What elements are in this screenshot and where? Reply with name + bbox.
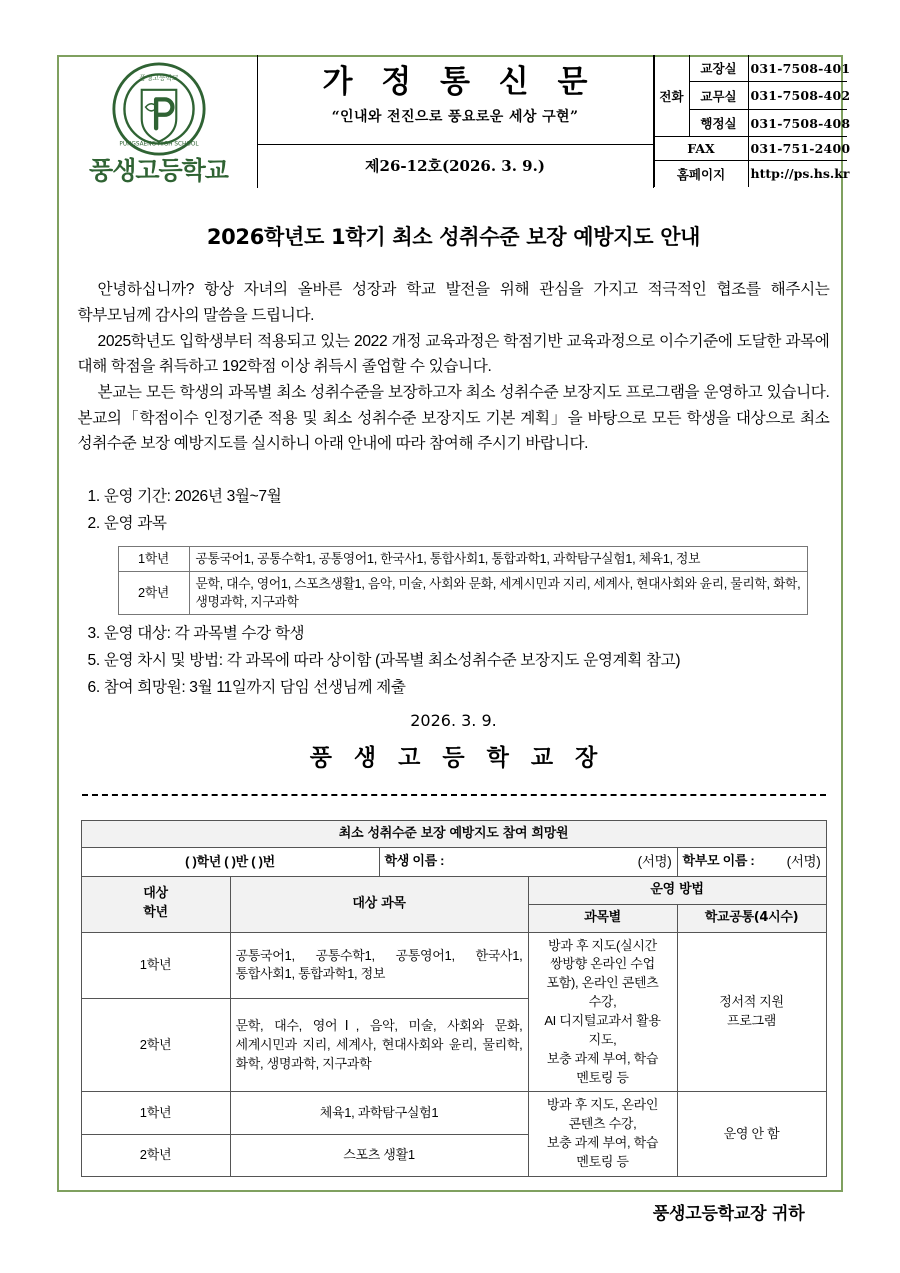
- method-line-2: 포함), 온라인 콘텐츠 수강,: [546, 975, 659, 1010]
- student-signature-mark: (서명): [637, 854, 672, 870]
- parent-name-field[interactable]: [677, 848, 826, 877]
- school-name: 풍생고등학교: [89, 156, 228, 185]
- header-school-common: 학교공통(4시수): [677, 904, 826, 932]
- form-method-group-2: [528, 1092, 677, 1176]
- paragraph-program: 본교는 모든 학생의 과목별 최소 성취수준을 보장하고자 최소 성취수준 보장지도 프로그램을 운영하고 있습니다. 본교의「학점이수 인정기준 적용 및 최소 성취수준 보장지도 기본 계획」을 바탕으로 모든 학생을 대상으로 최소 성취수준 보장 예방지도를 실시하니 아래 안내에 따라 참여해 주시기 바랍니다.: [77, 384, 830, 452]
- method-line-1: 방과 후 지도(실시간 쌍방향 온라인 수업: [548, 937, 657, 972]
- homepage-value[interactable]: http://ps.hs.kr: [748, 160, 847, 187]
- header-by-subject: 과목별: [528, 904, 677, 932]
- subject-grade-1: 1학년: [118, 546, 189, 571]
- issue-number: 제26-12호(2026. 3. 9.): [365, 157, 545, 175]
- table-row: [118, 571, 807, 614]
- masthead-title-block: [258, 55, 653, 145]
- form-identity-row: [81, 848, 826, 877]
- list-item-subjects-label: 2. 운영 과목: [87, 514, 167, 532]
- table-row: [81, 1092, 826, 1134]
- recipient-note: 풍생고등학교장 귀하: [652, 1203, 805, 1224]
- form-grade-1: 1학년: [81, 932, 230, 998]
- method-line-4: 보충 과제 부여, 학습 멘토링 등: [546, 1050, 659, 1085]
- student-id-field[interactable]: ( )학년 ( )반 ( )번: [81, 848, 379, 877]
- student-name-label: 학생 이름 :: [384, 853, 445, 869]
- contact-info-cell: [653, 55, 851, 188]
- subject-list-1: 공통국어1, 공통수학1, 공통영어1, 한국사1, 통합사회1, 통합과학1, 과학탐구실험1, 체육1, 정보: [189, 546, 807, 571]
- form-subjects-1: 공통국어1, 공통수학1, 공통영어1, 한국사1, 통합사회1, 통합과학1, 정보: [230, 932, 528, 998]
- signer-title: 풍 생 고 등 학 교 장: [309, 744, 605, 771]
- paragraph-curriculum: 2025학년도 입학생부터 적용되고 있는 2022 개정 교육과정은 학점기반 교육과정으로 이수기준에 도달한 과목에 대해 학점을 취득하고 192학점 이상 취득시 졸업할 수 있습니다.: [77, 332, 830, 375]
- document-content: [61, 55, 851, 1224]
- contact-value-teachers: 031-7508-402: [748, 82, 847, 110]
- form-header-row-1: [81, 876, 826, 904]
- contact-row-fax: [654, 137, 847, 160]
- form-subjects-3: 체육1, 과학탐구실험1: [230, 1092, 528, 1134]
- parent-signature-mark: (서명): [786, 854, 821, 870]
- homepage-label: 홈페이지: [654, 160, 748, 187]
- list-item-application: 6. 참여 희망원: 3월 11일까지 담임 선생님께 제출: [87, 678, 406, 696]
- letter-body: [61, 221, 847, 795]
- svg-text:풍생고등학교: 풍생고등학교: [139, 74, 178, 83]
- form-subjects-2: 문학, 대수, 영어Ⅰ, 음악, 미술, 사회와 문화, 세계시민과 지리, 세계사, 현대사회와 윤리, 물리학, 화학, 생명과학, 지구과학: [230, 999, 528, 1092]
- school-emblem-icon: [111, 61, 207, 157]
- list-item-target: 3. 운영 대상: 각 과목별 수강 학생: [87, 625, 305, 643]
- header-target-subject: 대상 과목: [230, 876, 528, 932]
- contact-label-admin: 행정실: [689, 109, 748, 137]
- fax-value: 031-751-2400: [748, 137, 847, 160]
- method2-line-2: 보충 과제 부여, 학습 멘토링 등: [546, 1135, 659, 1169]
- parent-name-label: 학부모 이름 :: [682, 853, 755, 869]
- header-target-grade-line2: 학년: [143, 905, 168, 921]
- application-form: [61, 820, 847, 1224]
- school-slogan: “인내와 전진으로 풍요로운 세상 구현”: [331, 108, 579, 125]
- masthead: [61, 55, 851, 188]
- contact-row-homepage: [654, 160, 847, 187]
- header-target-grade: [81, 876, 230, 932]
- operating-subjects-table: [118, 546, 808, 615]
- method2-line-1: 방과 후 지도, 온라인 콘텐츠 수강,: [546, 1097, 659, 1132]
- subject-list-2: 문학, 대수, 영어1, 스포츠생활1, 음악, 미술, 사회와 문화, 세계시민과 지리, 세계사, 현대사회와 윤리, 물리학, 화학, 생명과학, 지구과학: [189, 571, 807, 614]
- contact-value-principal: 031-7508-401: [748, 55, 847, 82]
- document-title: 가 정 통 신 문: [322, 64, 597, 100]
- form-grade-3: 1학년: [81, 1092, 230, 1134]
- school-logo-cell: [61, 55, 258, 188]
- contact-label-teachers: 교무실: [689, 82, 748, 110]
- table-row: [81, 932, 826, 998]
- table-row: [118, 546, 807, 571]
- header-operation-method: 운영 방법: [528, 876, 826, 904]
- contact-table: [654, 55, 851, 187]
- student-name-field[interactable]: [379, 848, 677, 877]
- header-target-grade-line1: 대상: [143, 886, 168, 902]
- common-line-2: 프로그램: [726, 1013, 777, 1028]
- form-title-row: [81, 820, 826, 848]
- paragraph-greeting: 안녕하십니까? 항상 자녀의 올바른 성장과 학교 발전을 위해 관심을 가지고 적극적인 협조를 해주시는 학부모님께 감사의 말씀을 드립니다.: [77, 281, 830, 324]
- cut-here-dashed-line: [82, 794, 826, 796]
- form-grade-4: 2학년: [81, 1134, 230, 1176]
- issue-date: 2026. 3. 9.: [410, 710, 497, 730]
- contact-row-principal: [654, 55, 847, 82]
- form-common-group-1: [677, 932, 826, 1092]
- form-method-group-1: [528, 932, 677, 1092]
- form-common-group-2: 운영 안 함: [677, 1092, 826, 1176]
- info-item-list-2: [78, 621, 830, 701]
- contact-value-admin: 031-7508-408: [748, 109, 847, 137]
- telephone-label: 전화: [654, 55, 689, 137]
- form-subjects-4: 스포츠 생활1: [230, 1134, 528, 1176]
- info-item-list: [78, 484, 830, 538]
- form-title: 최소 성취수준 보장 예방지도 참여 희망원: [81, 820, 826, 848]
- list-item-period: 1. 운영 기간: 2026년 3월~7월: [87, 488, 282, 505]
- subject-grade-2: 2학년: [118, 571, 189, 614]
- common-line-1: 정서적 지원: [719, 994, 784, 1010]
- masthead-row: [61, 55, 851, 188]
- application-form-table: [81, 820, 827, 1177]
- list-item-method: 5. 운영 차시 및 방법: 각 과목에 따라 상이함 (과목별 최소성취수준 보장지도 운영계획 참고): [87, 651, 681, 669]
- masthead-title-cell: [257, 55, 653, 188]
- form-grade-2: 2학년: [81, 999, 230, 1092]
- contact-label-principal: 교장실: [689, 55, 748, 82]
- svg-text:PUNGSAENG HIGH SCHOOL: PUNGSAENG HIGH SCHOOL: [118, 141, 199, 148]
- page-title: 2026학년도 1학기 최소 성취수준 보장 예방지도 안내: [206, 225, 701, 250]
- method-line-3: AI 디지털교과서 활용 지도,: [544, 1013, 661, 1047]
- fax-label: FAX: [654, 137, 748, 160]
